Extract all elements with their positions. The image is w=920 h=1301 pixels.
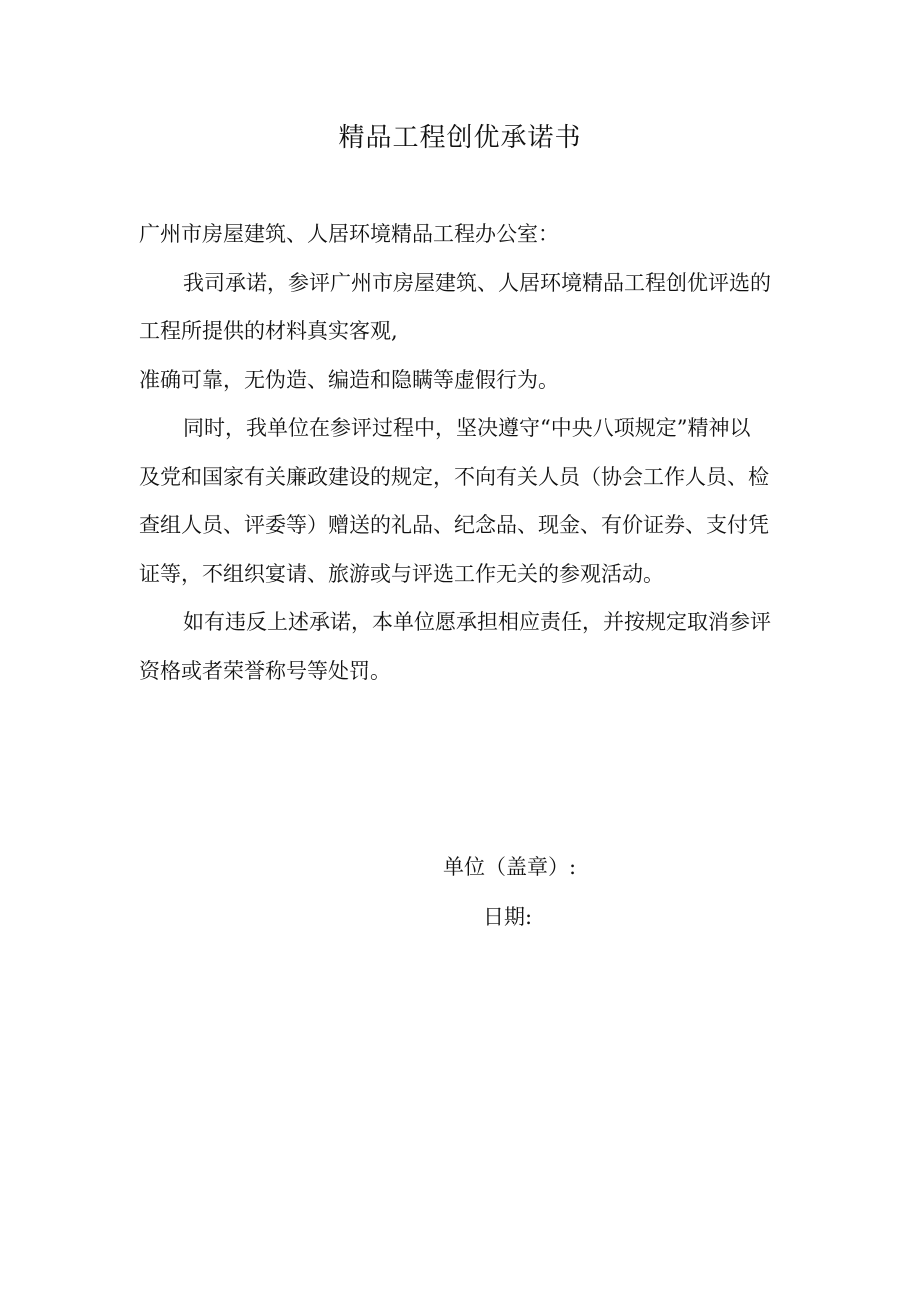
paragraph-line: 资格或者荣誉称号等处罚。 bbox=[139, 658, 391, 683]
paragraph-line: 及党和国家有关廉政建设的规定，不向有关人员（协会工作人员、检 bbox=[139, 464, 769, 489]
date-label: 日期: bbox=[483, 905, 533, 929]
paragraph-commitment bbox=[139, 259, 789, 405]
paragraph-line: 证等，不组织宴请、旅游或与评选工作无关的参观活动。 bbox=[139, 561, 664, 586]
document-body bbox=[139, 210, 789, 695]
paragraph-line: 工程所提供的材料真实客观, bbox=[139, 319, 398, 343]
paragraph-line: 准确可靠，无伪造、编造和隐瞒等虚假行为。 bbox=[139, 367, 559, 392]
paragraph-integrity bbox=[139, 404, 789, 598]
paragraph-penalty bbox=[139, 598, 789, 695]
paragraph-line: 如有违反上述承诺，本单位愿承担相应责任，并按规定取消参评 bbox=[183, 610, 771, 634]
paragraph-line: 我司承诺，参评广州市房屋建筑、人居环境精品工程创优评选的 bbox=[183, 270, 771, 295]
paragraph-line: 查组人员、评委等）赠送的礼品、纪念品、现金、有价证券、支付凭 bbox=[139, 513, 769, 537]
addressee-line: 广州市房屋建筑、人居环境精品工程办公室： bbox=[139, 222, 559, 246]
document-title: 精品工程创优承诺书 bbox=[338, 123, 582, 153]
paragraph-line: 同时，我单位在参评过程中，坚决遵守“中央八项规定”精神以 bbox=[183, 416, 751, 440]
unit-seal-label: 单位（盖章）: bbox=[443, 855, 577, 879]
